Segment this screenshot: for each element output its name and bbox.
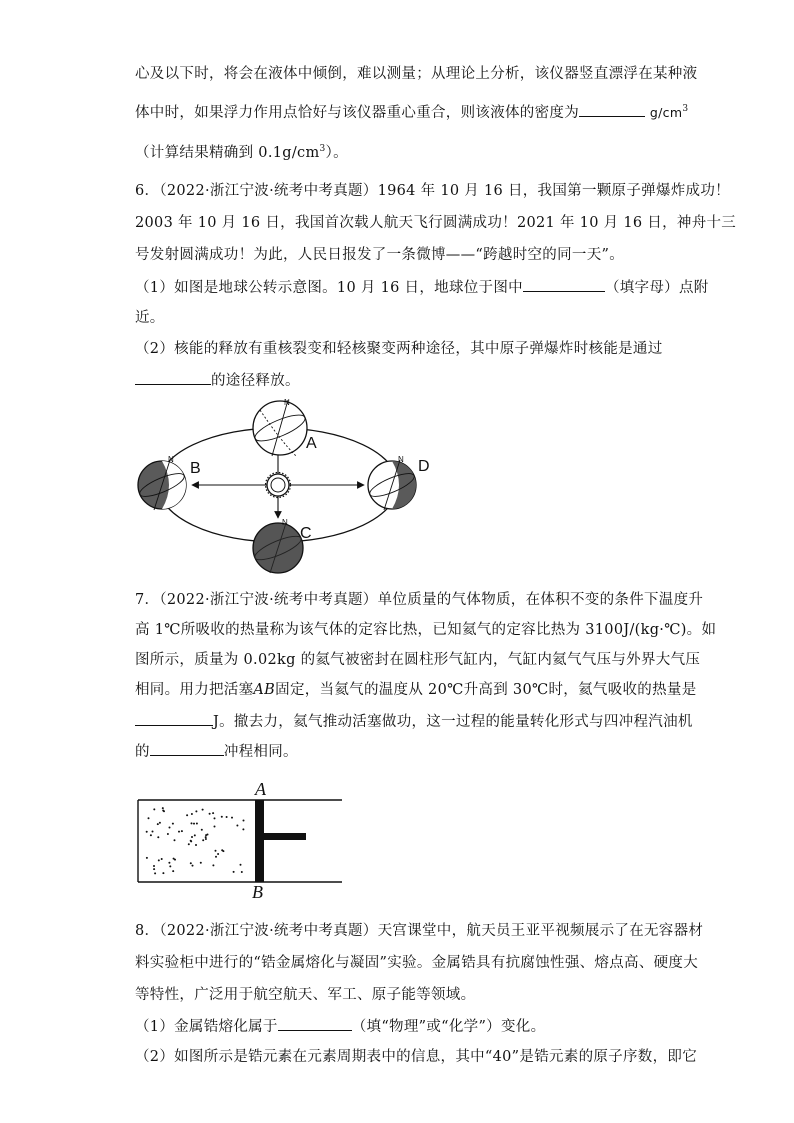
q7-stroke-blank[interactable] (150, 741, 224, 756)
gas-particle (231, 817, 233, 819)
gas-particle (178, 831, 180, 833)
gas-particle (217, 853, 219, 855)
earth-position-b (137, 455, 187, 510)
gas-particle (202, 809, 204, 811)
gas-particle (174, 839, 176, 841)
gas-particle (241, 871, 243, 873)
piston-label-b: B (252, 882, 263, 900)
q8-line3: 等特性，广泛用于航空航天、军工、原子能等领域。 (135, 987, 476, 1003)
q8-line2: 料实验柜中进行的“锆金属熔化与凝固”实验。金属锆具有抗腐蚀性强、熔点高、硬度大 (135, 955, 699, 971)
gas-particle (212, 812, 214, 814)
gas-particle (153, 808, 155, 810)
orbit-label-c: C (300, 525, 312, 542)
helium-gas-dots (146, 807, 245, 874)
gas-particle (196, 823, 198, 825)
gas-particle (226, 816, 228, 818)
gas-particle (146, 857, 148, 859)
q6-line1: 6．（2022·浙江宁波·统考中考真题）1964 年 10 月 16 日，我国第一颗原子弹爆炸成功！ (135, 183, 730, 199)
gas-particle (195, 844, 197, 846)
gas-particle (150, 834, 152, 836)
gas-particle (201, 829, 203, 831)
q6-part2-blank[interactable] (135, 370, 211, 385)
q5-line3: （计算结果精确到 $0.1g/cm^3$）。 (135, 144, 348, 161)
gas-particle (205, 836, 207, 838)
gas-particle (191, 836, 193, 838)
cylinder-piston-figure (134, 778, 349, 900)
gas-particle (207, 834, 209, 836)
q6-part2-cont: 的途径释放。 (135, 370, 734, 391)
q8-line1: 8．（2022·浙江宁波·统考中考真题）天宫课堂中，航天员王亚平视频展示了在无容器材 (135, 923, 704, 939)
q7-heat-blank[interactable] (135, 711, 213, 726)
gas-particle (191, 813, 193, 815)
earth-position-a (252, 398, 308, 456)
q7-line5: J。撤去力，氦气推动活塞做功，这一过程的能量转化形式与四冲程汽油机 (135, 711, 734, 732)
q8-part2: （2）如图所示是锆元素在元素周期表中的信息，其中“40”是锆元素的原子序数，即它 (135, 1049, 697, 1065)
q5-line2: 体中时，如果浮力作用点恰好与该仪器重心重合，则该液体的密度为 $g/cm^3$ (135, 104, 689, 121)
gas-particle (146, 831, 148, 833)
gas-particle (236, 825, 238, 827)
q5-line1: 心及以下时，将会在液体中倾倒，难以测量；从理论上分析，该仪器竖直漂浮在某种液 (135, 66, 698, 82)
gas-particle (242, 828, 244, 830)
q6-part2: （2）核能的释放有重核裂变和轻核聚变两种途径，其中原子弹爆炸时核能是通过 (135, 341, 663, 357)
orbit-label-d: D (418, 458, 430, 475)
gas-particle (157, 823, 159, 825)
q6-part1: （1）如图是地球公转示意图。10 月 16 日，地球位于图中 （填字母）点附 (135, 277, 734, 298)
q7-line3: 图所示，质量为 0.02kg 的氦气被密封在圆柱形气缸内，气缸内氦气气压与外界大气压 (135, 652, 701, 668)
gas-particle (162, 872, 164, 874)
gas-particle (194, 834, 196, 836)
orbit-label-b: B (190, 460, 201, 477)
gas-particle (240, 864, 242, 866)
gas-particle (188, 843, 190, 845)
gas-particle (152, 831, 154, 833)
q8-part1-blank[interactable] (278, 1016, 352, 1031)
piston-rod (264, 833, 306, 840)
gas-particle (181, 830, 183, 832)
q6-part1-cont: 近。 (135, 310, 165, 326)
gas-particle (153, 865, 155, 867)
gas-particle (173, 858, 175, 860)
gas-particle (233, 871, 235, 873)
gas-particle (214, 826, 216, 828)
sun-icon (266, 473, 291, 498)
gas-particle (243, 820, 245, 822)
gas-particle (209, 813, 211, 815)
q8-part1: （1）金属锆熔化属于 （填“物理”或“化学”）变化。 (135, 1016, 734, 1037)
gas-particle (200, 862, 202, 864)
gas-particle (158, 859, 160, 861)
q6-part1-blank[interactable] (523, 277, 605, 292)
piston-label-a: A (255, 779, 266, 799)
q6-line2: 2003 年 10 月 16 日，我国首次载人航天飞行圆满成功！2021 年 10 月 16 日，神舟十三 (135, 215, 737, 231)
gas-particle (157, 836, 159, 838)
q6-line3: 号发射圆满成功！为此，人民日报发了一条微博——“跨越时空的同一天”。 (135, 247, 625, 263)
gas-particle (212, 864, 214, 866)
earth-position-c (252, 518, 303, 573)
gas-particle (215, 856, 217, 858)
gas-particle (168, 862, 170, 864)
q7-line4: 相同。用力把活塞AB固定，当氦气的温度从 20℃升高到 30℃时，氦气吸收的热量是 (135, 682, 697, 698)
gas-particle (161, 858, 163, 860)
gas-particle (172, 870, 174, 872)
svg-text:N: N (284, 398, 290, 407)
earth-position-d (367, 455, 417, 510)
gas-particle (192, 865, 194, 867)
gas-particle (221, 849, 223, 851)
gas-particle (154, 872, 156, 874)
q7-line2: 高 1℃所吸收的热量称为该气体的定容比热，已知氦气的定容比热为 3100J/(kg·℃)。如 (135, 622, 717, 638)
gas-particle (202, 839, 204, 841)
gas-particle (162, 807, 164, 809)
gas-particle (167, 833, 169, 835)
gas-particle (172, 823, 174, 825)
gas-particle (159, 822, 161, 824)
gas-particle (148, 817, 150, 819)
gas-particle (221, 816, 223, 818)
gas-particle (186, 814, 188, 816)
earth-orbit-figure (130, 390, 430, 580)
q7-line1: 7．（2022·浙江宁波·统考中考真题）单位质量的气体物质，在体积不变的条件下温度升 (135, 592, 704, 608)
gas-particle (169, 827, 171, 829)
gas-particle (153, 868, 155, 870)
gas-particle (195, 810, 197, 812)
gas-particle (193, 823, 195, 825)
svg-text:N: N (282, 518, 288, 527)
gas-particle (162, 810, 164, 812)
piston-ab (255, 800, 264, 882)
gas-particle (190, 840, 192, 842)
gas-particle (191, 822, 193, 824)
gas-particle (205, 838, 207, 840)
gas-particle (169, 865, 171, 867)
svg-text:N: N (168, 455, 174, 464)
svg-text:N: N (398, 455, 404, 464)
gas-particle (214, 817, 216, 819)
orbit-label-a: A (306, 435, 317, 452)
gas-particle (190, 862, 192, 864)
gas-particle (215, 850, 217, 852)
q5-answer-blank[interactable] (579, 102, 645, 117)
q7-line6: 的 冲程相同。 (135, 741, 734, 762)
